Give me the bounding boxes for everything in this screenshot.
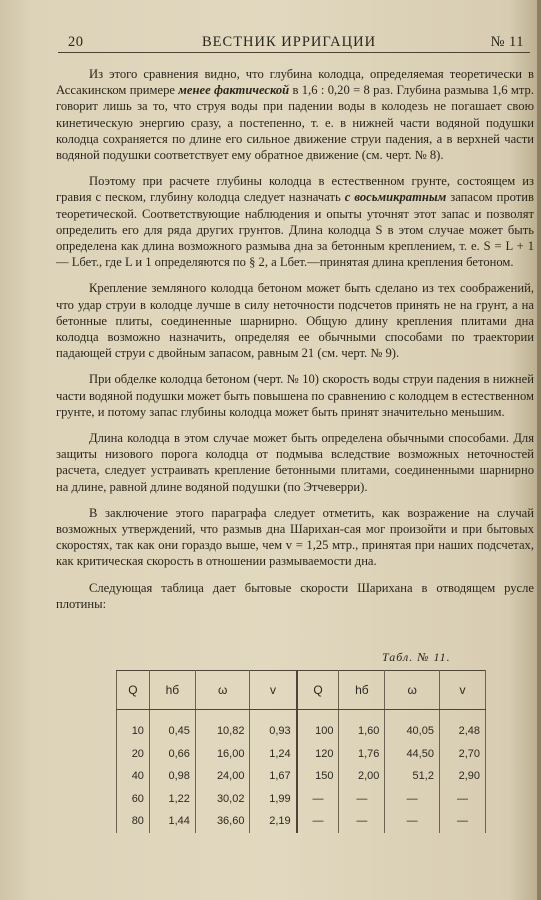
paragraph bbox=[56, 66, 534, 163]
table-header-cell: v bbox=[250, 671, 297, 710]
paragraph-text: Следующая таблица дает бытовые скорости Шарихана в отводящем русле плотины: bbox=[56, 580, 534, 611]
table-row bbox=[117, 810, 486, 833]
table-cell: 20 bbox=[117, 743, 150, 766]
table-cell: 100 bbox=[297, 710, 339, 743]
header-rule bbox=[58, 52, 530, 53]
emphasis-text: менее фактической bbox=[178, 83, 290, 98]
table-cell: 44,50 bbox=[385, 743, 440, 766]
journal-title: ВЕСТНИК ИРРИГАЦИИ bbox=[202, 34, 377, 50]
table-cell: 2,19 bbox=[250, 810, 297, 833]
table-cell: 0,98 bbox=[149, 765, 195, 788]
emphasis-text: с восьмикратным bbox=[344, 190, 447, 205]
table-header-cell: ω bbox=[195, 671, 250, 710]
paragraph-text: в 1,6 : 0,20 = 8 раз. Глубина размыва 1,6 мтр. говорит лишь за то, что струя воды при падении воды в колодезь не погашает свою кинетическую энергию сразу, а постепенно, т. е. в нижней части водяной подушки колодца сохраняется по длине его сильное движение струи падения, а в верхней части водяной подушки соответствует ему обратное движение (см. черт. № 8). bbox=[56, 83, 535, 163]
table-cell: 1,60 bbox=[339, 710, 385, 743]
table-cell: 0,66 bbox=[149, 743, 195, 766]
paragraph bbox=[56, 173, 534, 270]
table-cell: 1,76 bbox=[339, 743, 385, 766]
table-cell: 2,90 bbox=[439, 765, 485, 788]
table-cell: 24,00 bbox=[195, 765, 250, 788]
table-cell: 10 bbox=[117, 710, 150, 743]
table-cell: 1,99 bbox=[250, 788, 297, 811]
table-cell: — bbox=[297, 788, 339, 811]
table-header-cell: Q bbox=[117, 671, 150, 710]
table-cell: 1,24 bbox=[250, 743, 297, 766]
table-cell: 2,48 bbox=[439, 710, 485, 743]
table-cell: 16,00 bbox=[195, 743, 250, 766]
table-cell: 10,82 bbox=[195, 710, 250, 743]
table-cell: 1,67 bbox=[250, 765, 297, 788]
table-cell: 2,00 bbox=[339, 765, 385, 788]
paragraph-text: Из этого сравнения видно, что глубина колодца, определяемая теоретически в Ассакинском примере bbox=[56, 67, 534, 98]
table-header-cell: v bbox=[439, 671, 485, 710]
table-cell: 36,60 bbox=[195, 810, 250, 833]
paragraph-text: Длина колодца в этом случае может быть определена обычными способами. Для защиты низового порога колодца от подмыва вследствие возможных неточностей расчета, следует устраивать крепление бетонными плитами, соединенными шарнирно на длине, равной длине водяной подушки (по Этчеверри). bbox=[56, 431, 534, 494]
paragraph-text: Крепление земляного колодца бетоном может быть сделано из тех соображений, что удар струи в колодце лучше в силу неточности подсчетов принять не на грунт, а на бетонные плиты, соединенные шарнирно. Общую длину крепления плитами дна колодца возможно назначить, определяя ее обычными способами по траектории падающей струи с двойным запасом, равным 21 (см. черт. № 9). bbox=[56, 281, 534, 361]
table-caption: Табл. № 11. bbox=[382, 650, 451, 664]
table-row bbox=[117, 743, 486, 766]
velocity-table bbox=[116, 670, 486, 833]
article-body bbox=[56, 66, 534, 622]
table-header-cell: Q bbox=[297, 671, 339, 710]
table-cell: — bbox=[297, 810, 339, 833]
paragraph bbox=[56, 371, 534, 420]
table-header-row bbox=[117, 671, 486, 710]
table-cell: 120 bbox=[297, 743, 339, 766]
table-header-cell: hб bbox=[149, 671, 195, 710]
table-cell: — bbox=[339, 810, 385, 833]
paragraph bbox=[56, 280, 534, 361]
table-cell: — bbox=[439, 810, 485, 833]
table-cell: — bbox=[385, 788, 440, 811]
paragraph-text: В заключение этого параграфа следует отметить, как возражение на случай возможных утверждений, что размыв дна Шарихан-сая мог произойти и при бытовых скоростях, так как они гораздо выше, чем v = 1,25 мтр., принятая при наших подсчетах, как критическая скорость в отношении размываемости дна. bbox=[56, 505, 534, 569]
running-header bbox=[68, 34, 528, 52]
table-cell: 40,05 bbox=[385, 710, 440, 743]
page-number: 20 bbox=[68, 34, 84, 50]
table-cell: 0,45 bbox=[149, 710, 195, 743]
paragraph-text: запасом против теоретической. Соответствующие наблюдения и опыты уточнят этот запас и позволят определить его для ряда других грунтов. Длина колодца S в этом случае может быть определена как длина возможного размыва дна за бетонным креплением, т. е. S = L + 1 — Lбет., где L и 1 определяются по § 2, а Lбет.—принятая длина крепления бетоном. bbox=[56, 190, 534, 270]
paragraph bbox=[56, 505, 534, 570]
table-cell: — bbox=[385, 810, 440, 833]
paragraph bbox=[56, 580, 534, 612]
table-cell: 40 bbox=[117, 765, 150, 788]
table-cell: 30,02 bbox=[195, 788, 250, 811]
table-row bbox=[117, 710, 486, 743]
table-header-cell: hб bbox=[339, 671, 385, 710]
table-cell: 60 bbox=[117, 788, 150, 811]
table-cell: 51,2 bbox=[385, 765, 440, 788]
table-row bbox=[117, 765, 486, 788]
table-cell: 1,44 bbox=[149, 810, 195, 833]
table-row bbox=[117, 788, 486, 811]
paragraph bbox=[56, 430, 534, 495]
table-body bbox=[117, 710, 486, 833]
table-cell: 150 bbox=[297, 765, 339, 788]
issue-number: № 11 bbox=[490, 34, 524, 50]
table-cell: 2,70 bbox=[439, 743, 485, 766]
table-header-cell: ω bbox=[385, 671, 440, 710]
paragraph-text: Поэтому при расчете глубины колодца в естественном грунте, состоящем из гравия с песком, глубину колодца следует назначать bbox=[56, 174, 534, 205]
page-edge-shadow bbox=[537, 0, 541, 900]
table-cell: 1,22 bbox=[149, 788, 195, 811]
table-cell: — bbox=[339, 788, 385, 811]
paragraph-text: При обделке колодца бетоном (черт. № 10) скорость воды струи падения в нижней части водяной подушки может быть повышена по сравнению с колодцем в естественном грунте, и потому запас глубины колодца может быть принят значительно меньшим. bbox=[56, 372, 534, 419]
table-cell: 0,93 bbox=[250, 710, 297, 743]
table-cell: — bbox=[439, 788, 485, 811]
table-cell: 80 bbox=[117, 810, 150, 833]
